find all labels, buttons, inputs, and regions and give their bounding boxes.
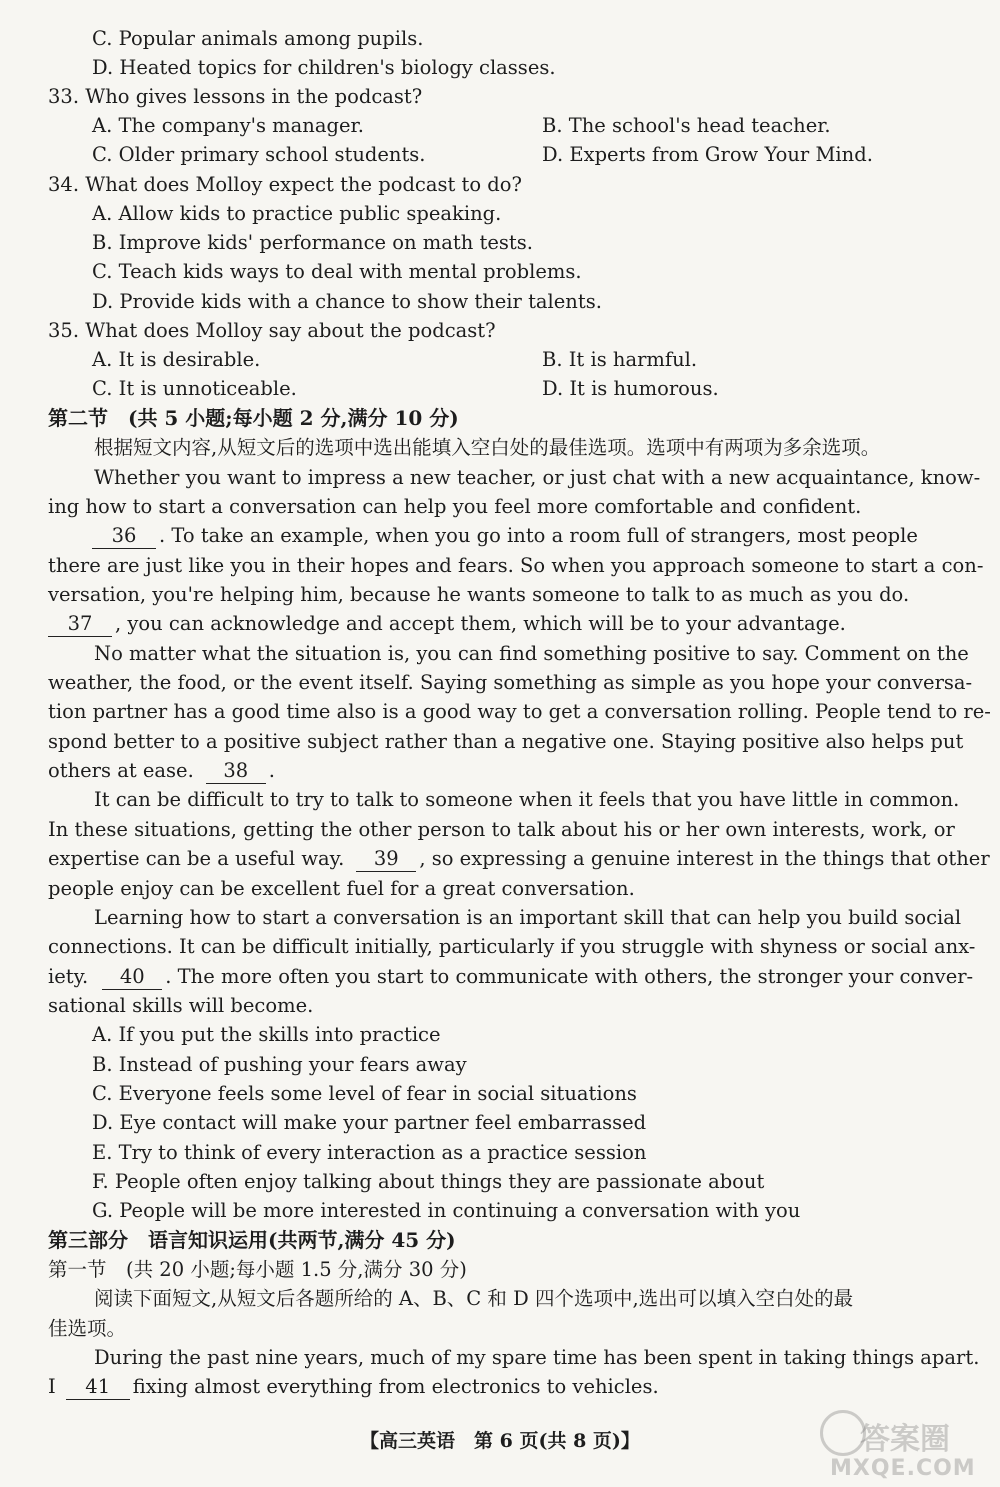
para2-line1 [48, 521, 918, 550]
para5-line1: Learning how to start a conversation is an important skill that can help you build social [94, 906, 962, 929]
option-34a: A. Allow kids to practice public speaking. [92, 202, 502, 225]
page-footer: 【高三英语 第 6 页(共 8 页)】 [360, 1430, 640, 1452]
part-3-instruction-1: 阅读下面短文,从短文后各题所给的 A、B、C 和 D 四个选项中,选出可以填入空白处的最 [94, 1287, 854, 1310]
para3-text: others at ease. [48, 759, 194, 782]
question-33: 33. Who gives lessons in the podcast? [48, 85, 423, 108]
choice-b: B. Instead of pushing your fears away [92, 1053, 467, 1076]
para6-text: I [48, 1375, 56, 1398]
para4-text: expertise can be a useful way. [48, 847, 345, 870]
para4-line4: people enjoy can be excellent fuel for a great conversation. [48, 877, 635, 900]
para5-line3 [48, 962, 973, 991]
para3-line2: weather, the food, or the event itself. Saying something as simple as you hope your conversa- [48, 671, 973, 694]
section-2-instruction: 根据短文内容,从短文后的选项中选出能填入空白处的最佳选项。选项中有两项为多余选项。 [94, 436, 881, 459]
option-34b: B. Improve kids' performance on math tests. [92, 231, 533, 254]
option-33c: C. Older primary school students. [92, 143, 426, 166]
para4-line2: In these situations, getting the other person to talk about his or her own interests, work, or [48, 818, 955, 841]
option-35a: A. It is desirable. [92, 348, 261, 371]
para4-line1: It can be difficult to try to talk to someone when it feels that you have little in common. [94, 788, 960, 811]
part-3-heading: 第三部分 语言知识运用(共两节,满分 45 分) [48, 1228, 456, 1252]
option-34c: C. Teach kids ways to deal with mental problems. [92, 260, 582, 283]
blank-39[interactable]: 39 [356, 847, 416, 872]
question-34: 34. What does Molloy expect the podcast to do? [48, 173, 522, 196]
choice-g: G. People will be more interested in continuing a conversation with you [92, 1199, 801, 1222]
para3-line1: No matter what the situation is, you can find something positive to say. Comment on the [94, 642, 969, 665]
choice-d: D. Eye contact will make your partner feel embarrassed [92, 1111, 647, 1134]
para5-text-2: . The more often you start to communicate with others, the stronger your conver- [165, 965, 974, 988]
para4-text-2: , so expressing a genuine interest in the things that other [419, 847, 990, 870]
choice-a: A. If you put the skills into practice [92, 1023, 441, 1046]
para4-line3 [48, 844, 990, 873]
para2-line3: versation, you're helping him, because he wants someone to talk to as much as you do. [48, 583, 910, 606]
blank-38[interactable]: 38 [206, 759, 266, 784]
option-33d: D. Experts from Grow Your Mind. [542, 143, 873, 166]
para3-end: . [268, 759, 275, 782]
para6-text-2: fixing almost everything from electronics to vehicles. [132, 1375, 659, 1398]
watermark-top: 答案圈 [860, 1422, 950, 1457]
para1-line1: Whether you want to impress a new teacher, or just chat with a new acquaintance, know- [94, 466, 981, 489]
blank-41[interactable]: 41 [66, 1375, 130, 1400]
option-33a: A. The company's manager. [92, 114, 364, 137]
option-33b: B. The school's head teacher. [542, 114, 831, 137]
para3-line3: tion partner has a good time also is a good way to get a conversation rolling. People tend to re- [48, 700, 991, 723]
para5-line4: sational skills will become. [48, 994, 314, 1017]
part-3-instruction-2: 佳选项。 [48, 1317, 127, 1340]
question-35: 35. What does Molloy say about the podcast? [48, 319, 496, 342]
choice-f: F. People often enjoy talking about things they are passionate about [92, 1170, 765, 1193]
para2-line4 [48, 609, 846, 638]
para2-text: , you can acknowledge and accept them, which will be to your advantage. [115, 612, 846, 635]
para5-line2: connections. It can be difficult initially, particularly if you struggle with shyness or social anx- [48, 935, 976, 958]
para6-line1: During the past nine years, much of my spare time has been spent in taking things apart. [94, 1346, 980, 1369]
section-1-heading: 第一节 (共 20 小题;每小题 1.5 分,满分 30 分) [48, 1258, 467, 1281]
blank-37[interactable]: 37 [48, 612, 112, 637]
option-35b: B. It is harmful. [542, 348, 698, 371]
blank-36[interactable]: 36 [92, 524, 156, 549]
para1-line2: ing how to start a conversation can help you feel more comfortable and confident. [48, 495, 862, 518]
section-2-heading: 第二节 (共 5 小题;每小题 2 分,满分 10 分) [48, 406, 459, 430]
choice-e: E. Try to think of every interaction as a practice session [92, 1141, 647, 1164]
para5-text: iety. [48, 965, 89, 988]
option-32c: C. Popular animals among pupils. [92, 27, 424, 50]
option-34d: D. Provide kids with a chance to show their talents. [92, 290, 602, 313]
para3-line4: spond better to a positive subject rather than a negative one. Staying positive also helps put [48, 730, 964, 753]
option-35c: C. It is unnoticeable. [92, 377, 297, 400]
choice-c: C. Everyone feels some level of fear in social situations [92, 1082, 637, 1105]
para2-text: . To take an example, when you go into a room full of strangers, most people [159, 524, 918, 547]
option-35d: D. It is humorous. [542, 377, 719, 400]
para3-line5 [48, 756, 275, 785]
para2-line2: there are just like you in their hopes and fears. So when you approach someone to start a con- [48, 554, 984, 577]
para6-line2 [48, 1372, 659, 1401]
option-32d: D. Heated topics for children's biology classes. [92, 56, 556, 79]
watermark [820, 1410, 990, 1480]
blank-40[interactable]: 40 [102, 965, 162, 990]
watermark-bottom: MXQE.COM [830, 1456, 976, 1481]
